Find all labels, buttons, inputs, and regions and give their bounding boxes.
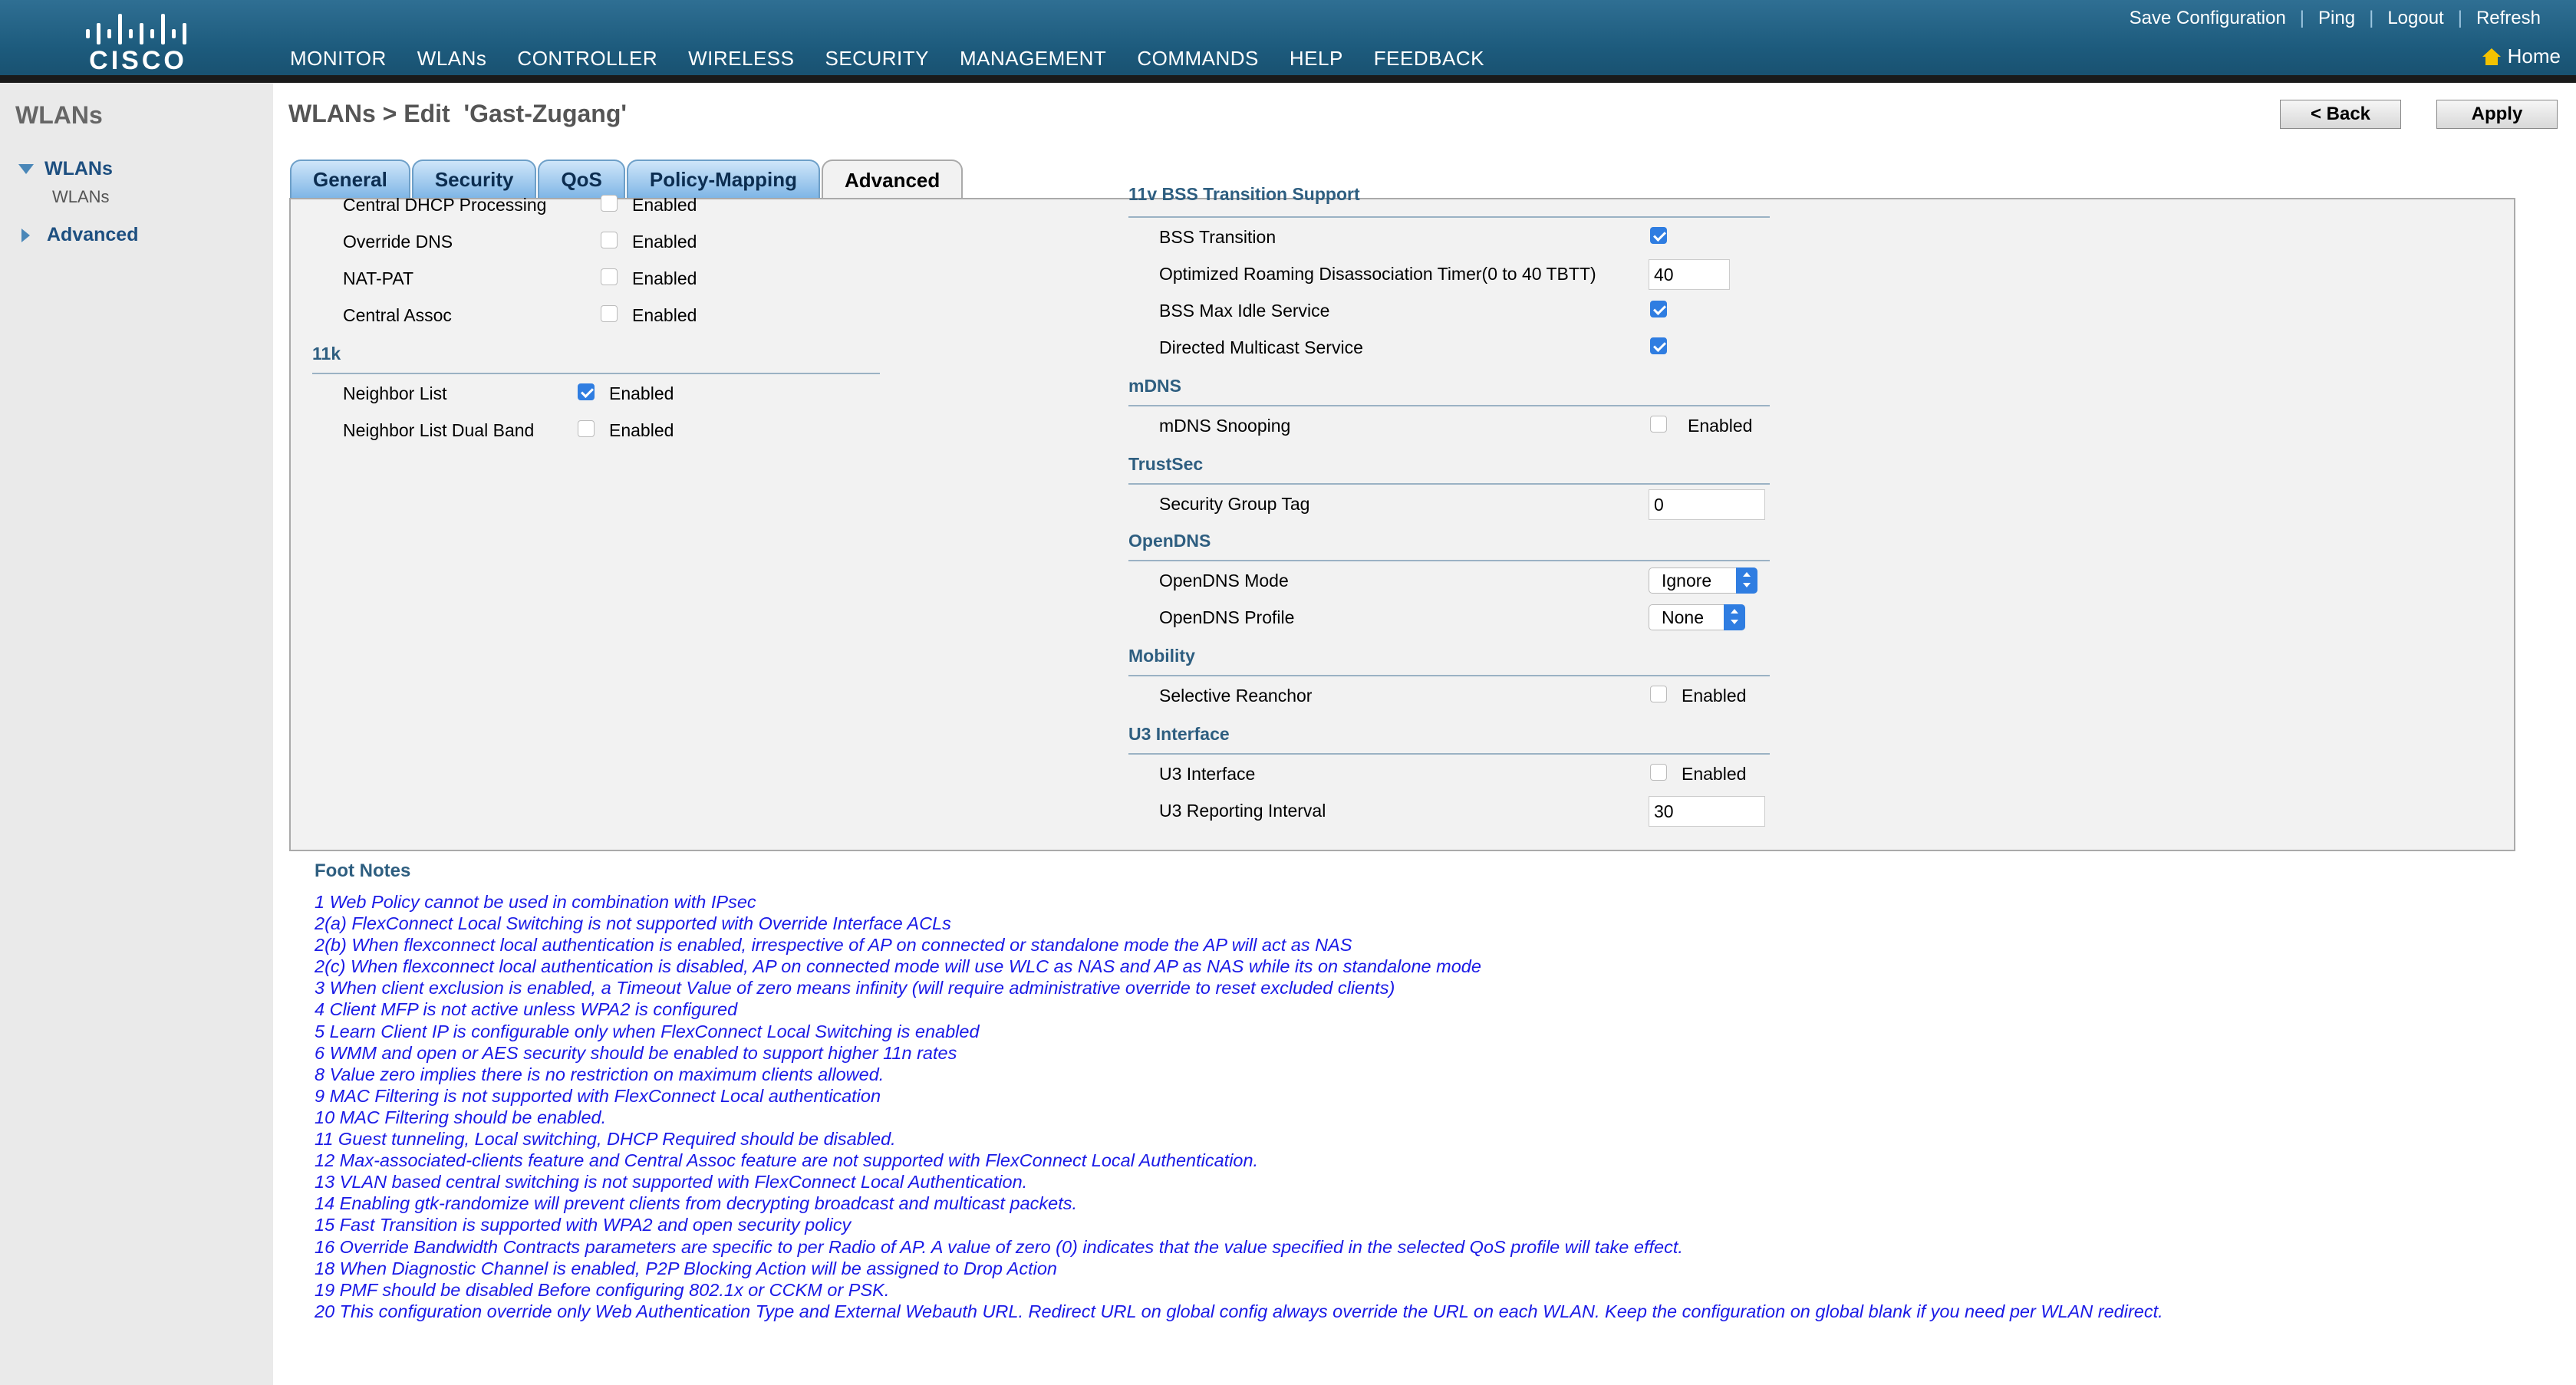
neighbor-list-label: Neighbor List (343, 383, 447, 403)
section-title-opendns: OpenDNS (1128, 531, 1211, 551)
u3-reporting-interval-label: U3 Reporting Interval (1159, 801, 1326, 821)
neighbor-list-dual-band-label: Neighbor List Dual Band (343, 420, 535, 440)
footnote: 16 Override Bandwidth Contracts parameters are specific to per Radio of AP. A value of zero (0) indicates that the value specified in the selected QoS profile will take effect. (315, 1236, 1683, 1257)
neighbor-list-checkbox[interactable] (578, 383, 595, 400)
section-divider (1128, 483, 1770, 485)
home-link[interactable] (2482, 44, 2561, 68)
footnotes-list (315, 891, 2163, 1322)
footnote: 18 When Diagnostic Channel is enabled, P2P Blocking Action will be assigned to Drop Action (315, 1258, 1057, 1278)
sidebar-item-label: Advanced (47, 224, 139, 245)
link-separator: | (2457, 8, 2462, 28)
footnote: 20 This configuration override only Web Authentication Type and External Webauth URL. Redirect URL on global config always override the URL on each WLAN. Keep the configuration on global blank if you need per WLAN redirect. (315, 1301, 2163, 1321)
nat-pat-enabled-label: Enabled (632, 268, 697, 288)
sidebar-item-wlans[interactable] (18, 158, 113, 180)
u3-interface-enabled-label: Enabled (1682, 764, 1747, 784)
nav-controller[interactable]: CONTROLLER (517, 47, 658, 70)
footnote: 2(a) FlexConnect Local Switching is not supported with Override Interface ACLs (315, 913, 951, 934)
section-title-u3: U3 Interface (1128, 724, 1230, 744)
section-title-11v: 11v BSS Transition Support (1128, 184, 1360, 204)
neighbor-list-enabled-label: Enabled (609, 383, 674, 403)
nav-commands[interactable]: COMMANDS (1137, 47, 1259, 70)
opendns-mode-value: Ignore (1662, 571, 1712, 591)
mdns-enabled-label: Enabled (1688, 416, 1753, 436)
footnote: 15 Fast Transition is supported with WPA2 and open security policy (315, 1215, 852, 1235)
section-divider (1128, 753, 1770, 755)
tab-qos[interactable]: QoS (538, 160, 624, 198)
selective-reanchor-enabled-label: Enabled (1682, 686, 1747, 706)
section-divider (1128, 405, 1770, 406)
bss-transition-checkbox[interactable] (1650, 227, 1667, 244)
apply-button[interactable]: Apply (2436, 100, 2558, 129)
section-divider (312, 373, 880, 374)
override-dns-label: Override DNS (343, 232, 453, 252)
nav-wireless[interactable]: WIRELESS (688, 47, 795, 70)
nav-wlans[interactable]: WLANs (417, 44, 487, 75)
directed-multicast-label: Directed Multicast Service (1159, 337, 1363, 357)
bss-max-idle-checkbox[interactable] (1650, 301, 1667, 317)
footnote: 2(c) When flexconnect local authentication is disabled, AP on connected mode will use WLC as NAS and AP as NAS while its on standalone mode (315, 956, 1481, 977)
collapsed-arrow-icon (21, 229, 30, 242)
footnotes-title: Foot Notes (315, 860, 411, 881)
central-assoc-enabled-label: Enabled (632, 305, 697, 325)
bss-transition-label: BSS Transition (1159, 227, 1276, 247)
footnote: 12 Max-associated-clients feature and Central Assoc feature are not supported with FlexConnect Local Authentication. (315, 1150, 1259, 1171)
bss-max-idle-label: BSS Max Idle Service (1159, 301, 1330, 321)
central-dhcp-checkbox[interactable] (601, 195, 618, 212)
cisco-logo (77, 11, 199, 75)
footnote: 14 Enabling gtk-randomize will prevent clients from decrypting broadcast and multicast packets. (315, 1193, 1078, 1214)
sidebar-subitem-wlans[interactable]: WLANs (52, 187, 110, 206)
link-separator: | (2299, 8, 2305, 28)
central-dhcp-label: Central DHCP Processing (343, 195, 547, 215)
tab-general[interactable]: General (290, 160, 410, 198)
directed-multicast-checkbox[interactable] (1650, 337, 1667, 354)
override-dns-checkbox[interactable] (601, 232, 618, 248)
nav-help[interactable]: HELP (1289, 47, 1343, 70)
override-dns-enabled-label: Enabled (632, 232, 697, 252)
section-title-trustsec: TrustSec (1128, 454, 1204, 474)
central-dhcp-enabled-label: Enabled (632, 195, 697, 215)
u3-interface-label: U3 Interface (1159, 764, 1256, 784)
ping-link[interactable]: Ping (2318, 8, 2356, 28)
main-nav (290, 44, 1515, 75)
nav-security[interactable]: SECURITY (825, 47, 929, 70)
link-separator: | (2369, 8, 2374, 28)
footnote: 11 Guest tunneling, Local switching, DHCP Required should be disabled. (315, 1129, 896, 1150)
home-icon (2482, 47, 2502, 67)
header-divider (0, 75, 2576, 83)
footnote: 1 Web Policy cannot be used in combination with IPsec (315, 892, 756, 912)
footnote: 5 Learn Client IP is configurable only when FlexConnect Local Switching is enabled (315, 1021, 980, 1041)
select-arrows-icon (1736, 567, 1757, 594)
nav-feedback[interactable]: FEEDBACK (1373, 47, 1484, 70)
tab-security[interactable]: Security (412, 160, 537, 198)
selective-reanchor-checkbox[interactable] (1650, 686, 1667, 702)
footnote: 4 Client MFP is not active unless WPA2 is configured (315, 999, 738, 1020)
advanced-settings-panel (289, 184, 2515, 851)
nat-pat-checkbox[interactable] (601, 268, 618, 285)
section-title-mdns: mDNS (1128, 376, 1182, 396)
opendns-mode-label: OpenDNS Mode (1159, 571, 1289, 591)
footnote: 8 Value zero implies there is no restriction on maximum clients allowed. (315, 1064, 884, 1084)
top-header (0, 0, 2576, 80)
nat-pat-label: NAT-PAT (343, 268, 413, 288)
expanded-arrow-icon (18, 164, 34, 174)
sidebar-item-label: WLANs (44, 158, 113, 179)
footnote: 6 WMM and open or AES security should be enabled to support higher 11n rates (315, 1042, 957, 1063)
svg-text:CISCO: CISCO (89, 46, 187, 75)
footnote: 10 MAC Filtering should be enabled. (315, 1107, 607, 1127)
page-title: WLANs > Edit 'Gast-Zugang' (288, 100, 627, 127)
footnote: 9 MAC Filtering is not supported with FlexConnect Local authentication (315, 1085, 881, 1106)
selective-reanchor-label: Selective Reanchor (1159, 686, 1313, 706)
opendns-profile-select[interactable] (1649, 604, 1745, 630)
central-assoc-label: Central Assoc (343, 305, 452, 325)
section-title-mobility: Mobility (1128, 646, 1195, 666)
footnote: 13 VLAN based central switching is not supported with FlexConnect Local Authentication. (315, 1172, 1028, 1193)
save-configuration-link[interactable]: Save Configuration (2129, 8, 2286, 28)
section-divider (1128, 216, 1770, 218)
select-arrows-icon (1724, 604, 1745, 630)
section-divider (1128, 560, 1770, 561)
mdns-snooping-checkbox[interactable] (1650, 416, 1667, 433)
security-group-tag-input[interactable]: 0 (1649, 489, 1765, 520)
refresh-link[interactable]: Refresh (2476, 8, 2541, 28)
nav-monitor[interactable]: MONITOR (290, 47, 387, 70)
footnote: 2(b) When flexconnect local authentication is enabled, irrespective of AP on connected or standalone mode the AP will act as NAS (315, 935, 1352, 956)
section-divider (1128, 675, 1770, 676)
opendns-profile-label: OpenDNS Profile (1159, 607, 1295, 627)
section-title-11k: 11k (312, 344, 341, 364)
tab-advanced[interactable]: Advanced (822, 160, 963, 199)
footnote: 3 When client exclusion is enabled, a Timeout Value of zero means infinity (will require administrative override to reset excluded clients) (315, 978, 1395, 998)
logout-link[interactable]: Logout (2387, 8, 2444, 28)
tab-policy-mapping[interactable]: Policy-Mapping (627, 160, 820, 198)
security-group-tag-label: Security Group Tag (1159, 494, 1310, 514)
back-button[interactable]: < Back (2280, 100, 2401, 129)
sidebar-title: WLANs (15, 101, 103, 129)
footnote: 19 PMF should be disabled Before configuring 802.1x or CCKM or PSK. (315, 1279, 890, 1300)
opendns-mode-select[interactable] (1649, 567, 1757, 594)
u3-interface-checkbox[interactable] (1650, 764, 1667, 781)
roaming-timer-input[interactable]: 40 (1649, 259, 1730, 290)
left-sidebar (0, 83, 273, 1385)
central-assoc-checkbox[interactable] (601, 305, 618, 322)
mdns-snooping-label: mDNS Snooping (1159, 416, 1291, 436)
sidebar-item-advanced[interactable] (18, 224, 138, 246)
nav-management[interactable]: MANAGEMENT (959, 47, 1107, 70)
home-label: Home (2507, 44, 2561, 67)
u3-reporting-interval-input[interactable]: 30 (1649, 796, 1765, 827)
roaming-timer-label: Optimized Roaming Disassociation Timer(0 to 40 TBTT) (1159, 264, 1596, 284)
neighbor-list-dual-band-checkbox[interactable] (578, 420, 595, 437)
tab-bar (290, 160, 964, 199)
top-links (2130, 8, 2541, 29)
neighbor-list-dual-band-enabled-label: Enabled (609, 420, 674, 440)
opendns-profile-value: None (1662, 607, 1704, 627)
